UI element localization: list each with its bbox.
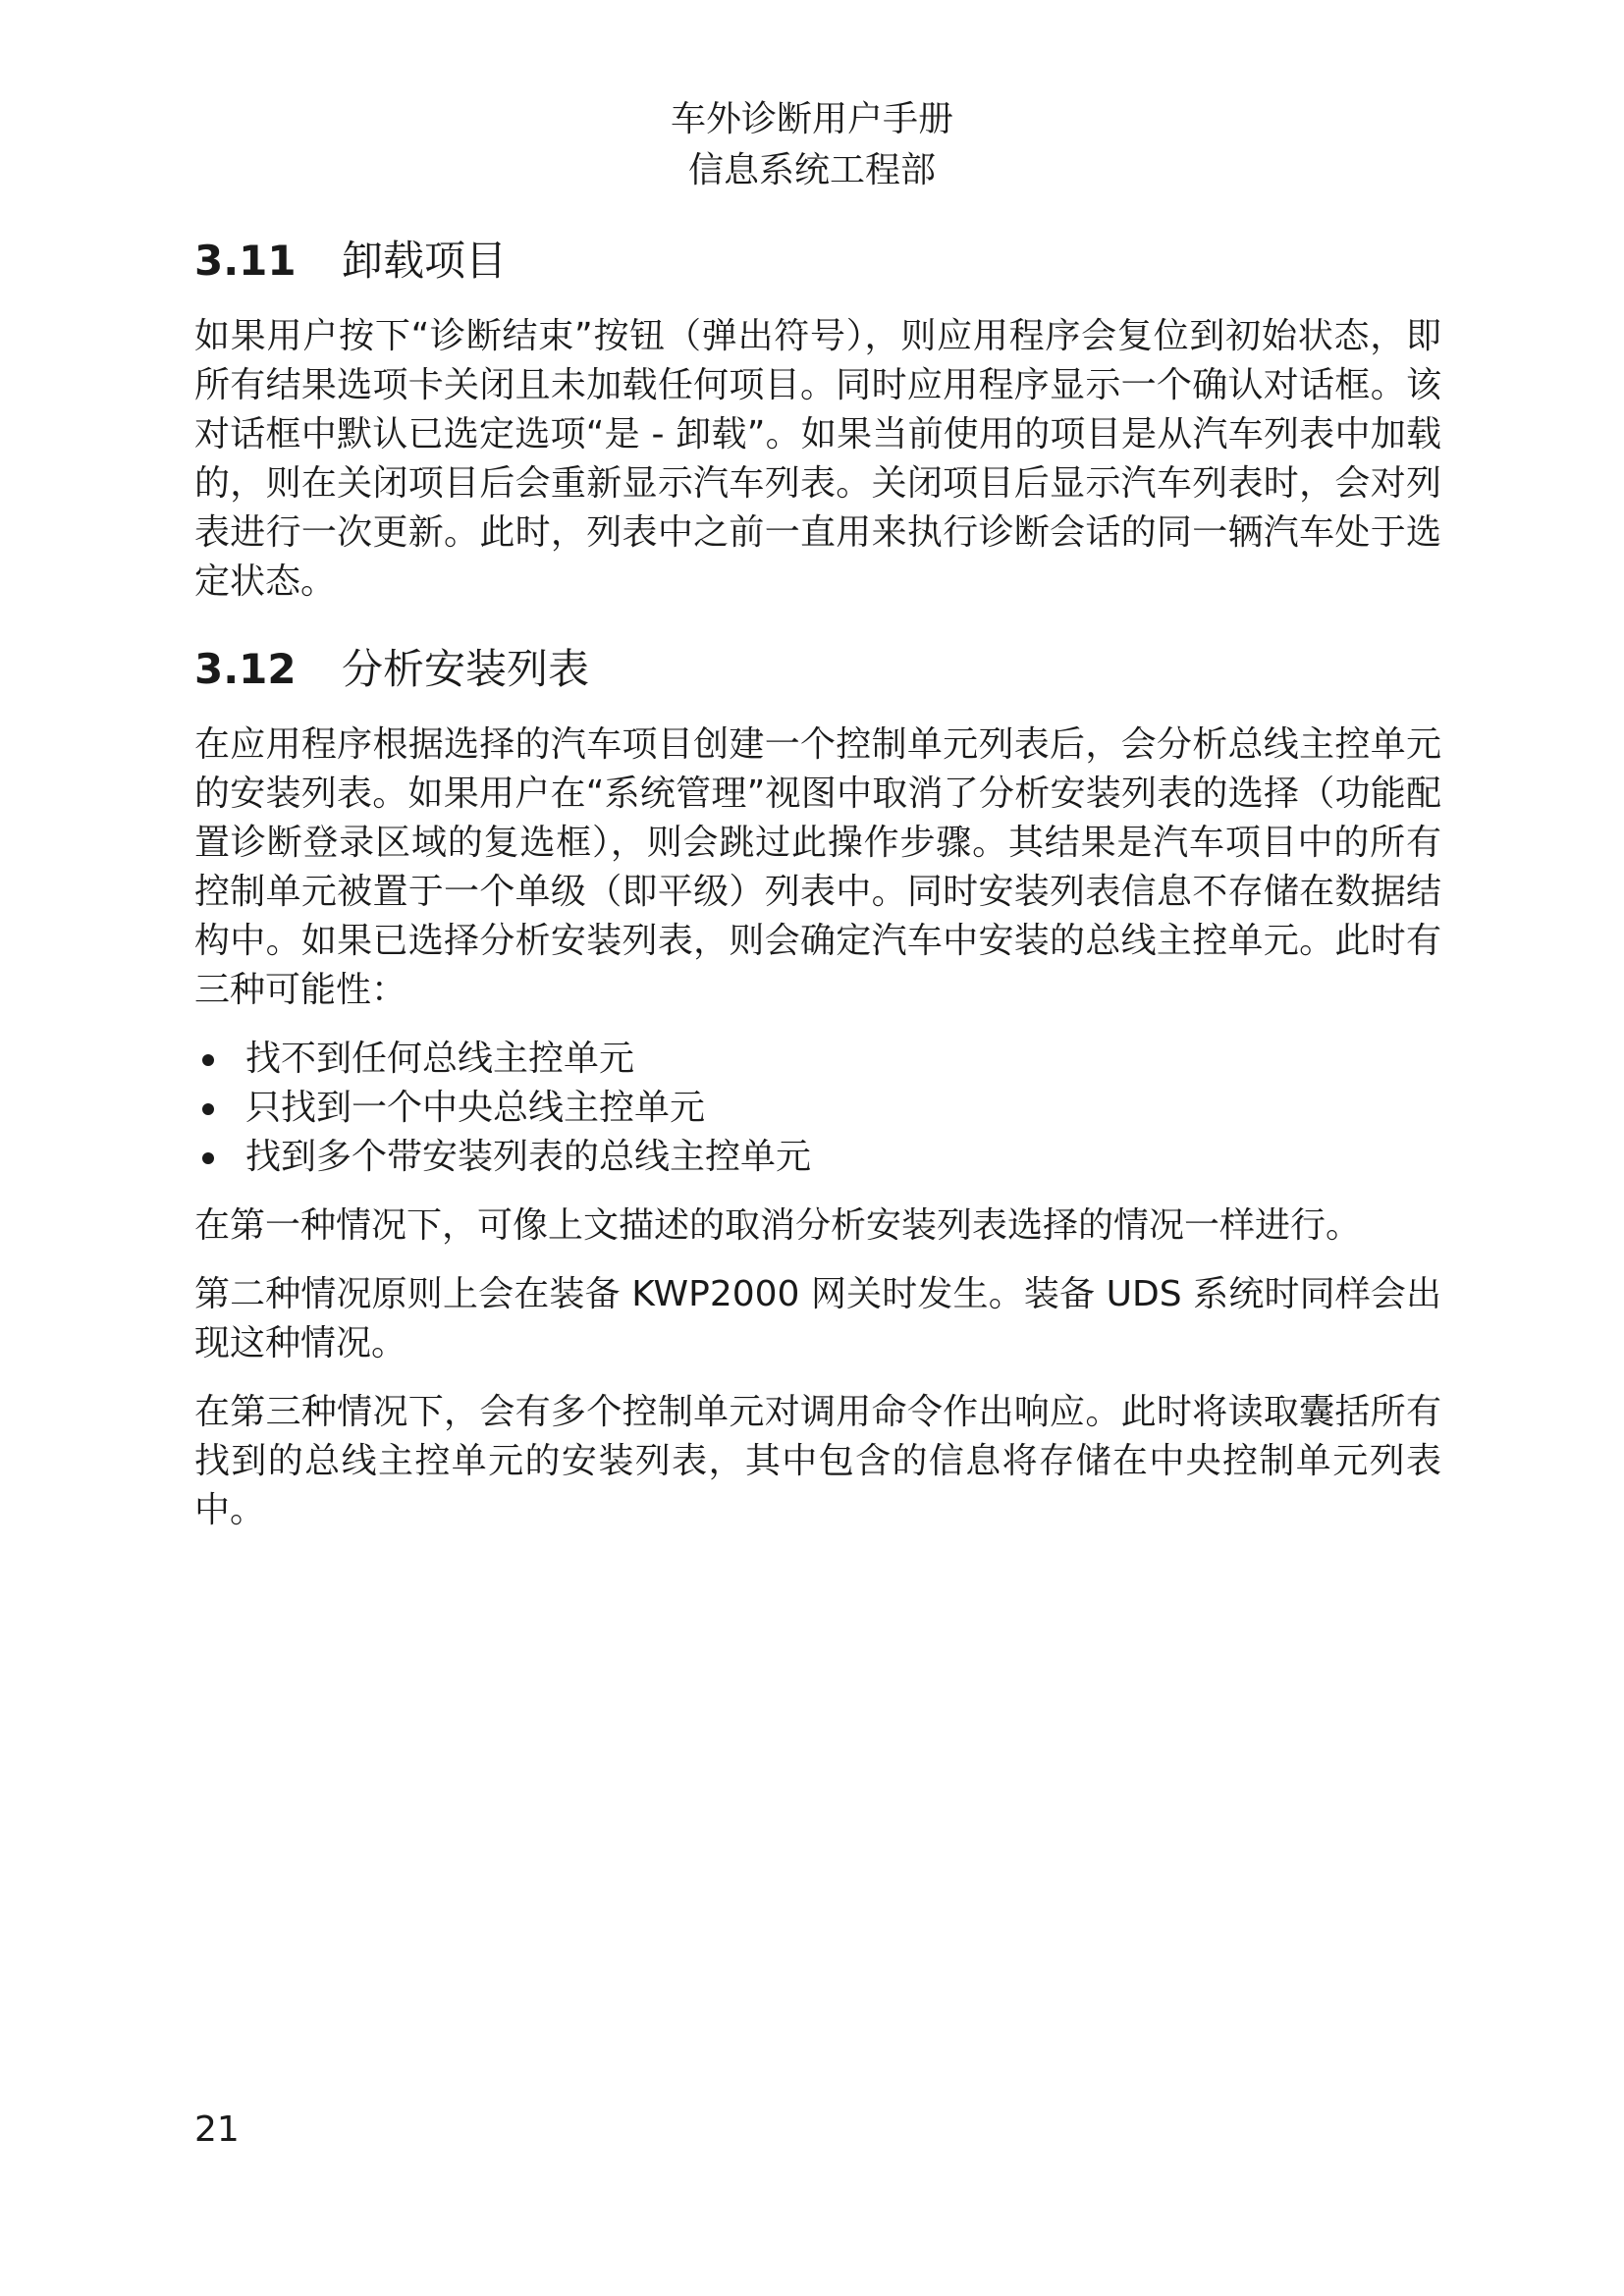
list-item: [194, 1035, 1441, 1084]
section-title: 卸载项目: [342, 237, 508, 285]
case-two-paragraph: 第二种情况原则上会在装备 KWP2000 网关时发生。装备 UDS 系统时同样会出现这种情况。: [194, 1274, 1441, 1363]
case-one-paragraph: 在第一种情况下，可像上文描述的取消分析安装列表选择的情况一样进行。: [194, 1205, 1362, 1246]
list-item-text: 找不到任何总线主控单元: [245, 1039, 635, 1079]
section-title: 分析安装列表: [342, 645, 590, 693]
page-number: 21: [194, 2109, 240, 2150]
possibilities-list: [194, 1035, 1441, 1182]
document-title: 车外诊断用户手册: [670, 99, 953, 139]
section-intro-paragraph: 在应用程序根据选择的汽车项目创建一个控制单元列表后，会分析总线主控单元的安装列表。如果用户在“系统管理”视图中取消了分析安装列表的选择（功能配置诊断登录区域的复选框），则会跳过此操作步骤。其结果是汽车项目中的所有控制单元被置于一个单级（即平级）列表中。同时安装列表信息不存储在数据结构中。如果已选择分析安装列表，则会确定汽车中安装的总线主控单元。此时有三种可能性：: [194, 724, 1441, 1010]
list-item-text: 只找到一个中央总线主控单元: [245, 1088, 706, 1128]
list-item: [194, 1133, 1441, 1182]
list-item: [194, 1084, 1441, 1133]
list-item-text: 找到多个带安装列表的总线主控单元: [245, 1137, 812, 1177]
bullet-icon: [202, 1054, 214, 1066]
department-name: 信息系统工程部: [687, 150, 936, 190]
bullet-icon: [202, 1103, 214, 1115]
section-number: 3.11: [194, 237, 297, 285]
section-number: 3.12: [194, 645, 297, 693]
page-content: [194, 232, 1441, 1535]
section-heading-3-11: [194, 232, 1441, 291]
bullet-icon: [202, 1152, 214, 1164]
case-three-paragraph: 在第三种情况下，会有多个控制单元对调用命令作出响应。此时将读取囊括所有找到的总线主控单元的安装列表，其中包含的信息将存储在中央控制单元列表中。: [194, 1392, 1441, 1530]
page-header: [0, 94, 1624, 196]
section-paragraph: 如果用户按下“诊断结束”按钮（弹出符号），则应用程序会复位到初始状态，即所有结果选项卡关闭且未加载任何项目。同时应用程序显示一个确认对话框。该对话框中默认已选定选项“是 - 卸载”。如果当前使用的项目是从汽车列表中加载的，则在关闭项目后会重新显示汽车列表。关闭项目后显示汽车列表时，会对列表进行一次更新。此时，列表中之前一直用来执行诊断会话的同一辆汽车处于选定状态。: [194, 316, 1441, 602]
section-heading-3-12: [194, 640, 1441, 699]
